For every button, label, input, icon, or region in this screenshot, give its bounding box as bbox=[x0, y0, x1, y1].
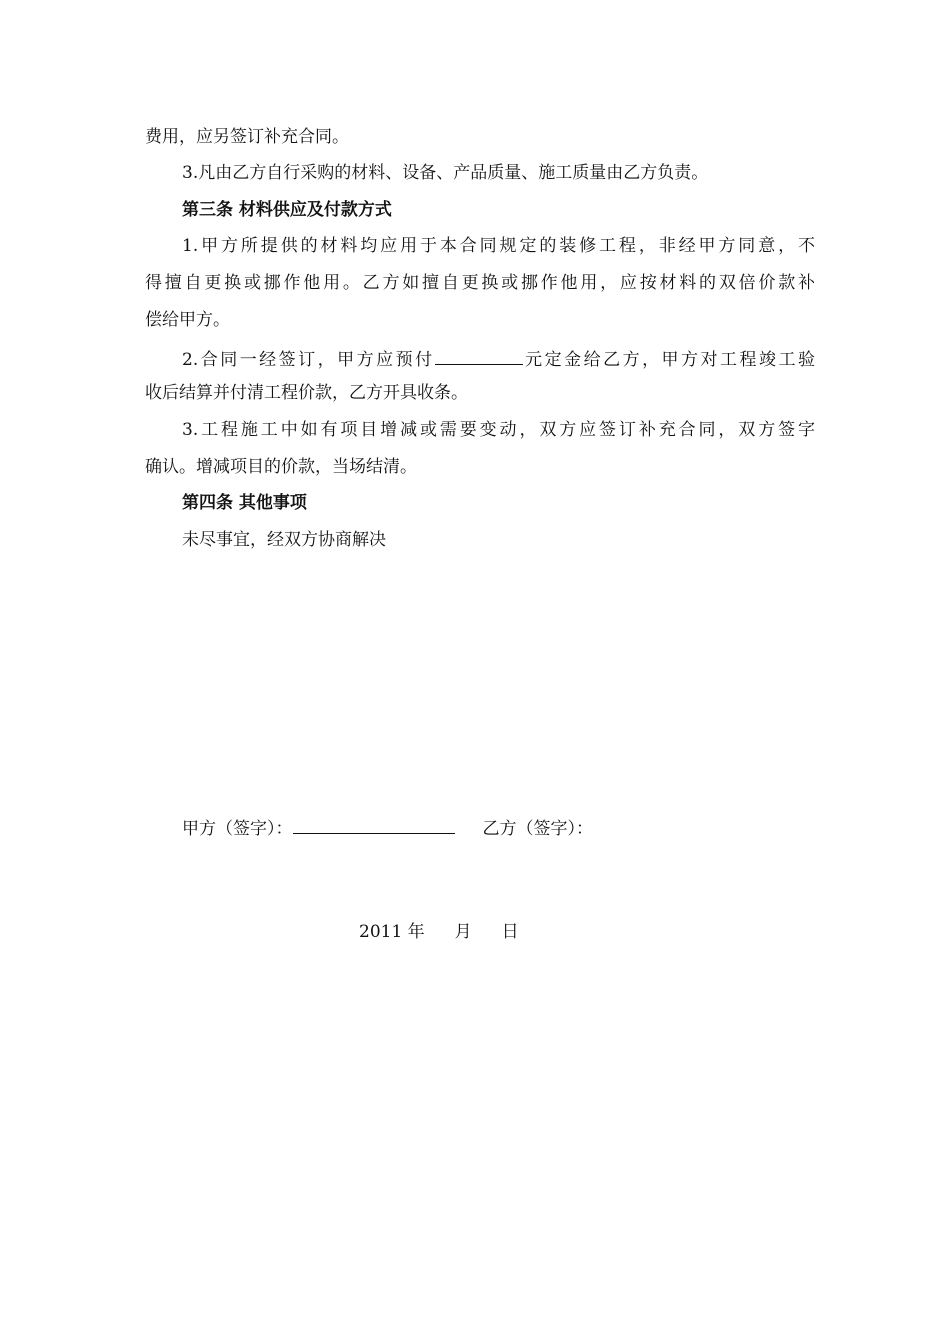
article-3-heading: 第三条 材料供应及付款方式 bbox=[182, 200, 392, 220]
date-day: 日 bbox=[501, 922, 519, 942]
article-3-item-1-line-1: 1.甲方所提供的材料均应用于本合同规定的装修工程，非经甲方同意，不 bbox=[182, 236, 815, 256]
deposit-text-after: 元定金给乙方，甲方对工程竣工验 bbox=[522, 350, 815, 370]
article-4-text: 未尽事宜，经双方协商解决 bbox=[182, 530, 386, 550]
article-4-heading: 第四条 其他事项 bbox=[182, 493, 307, 513]
article-3-item-3-line-1: 3.工程施工中如有项目增减或需要变动，双方应签订补充合同，双方签字 bbox=[182, 420, 815, 440]
date-year: 2011 年 bbox=[359, 922, 425, 942]
clause-item-3-materials: 3.凡由乙方自行采购的材料、设备、产品质量、施工质量由乙方负责。 bbox=[182, 163, 709, 183]
paragraph-continuation: 费用，应另签订补充合同。 bbox=[145, 127, 349, 147]
article-3-item-3-line-2: 确认。增减项目的价款，当场结清。 bbox=[145, 457, 417, 477]
party-a-signature-label: 甲方（签字）： bbox=[182, 819, 293, 839]
deposit-amount-blank bbox=[435, 346, 523, 365]
article-3-item-2-line-1 bbox=[182, 346, 815, 371]
deposit-text-before: 2.合同一经签订，甲方应预付 bbox=[182, 350, 435, 370]
date-month: 月 bbox=[454, 922, 472, 942]
party-a-signature-blank bbox=[293, 815, 455, 834]
article-3-item-1-line-3: 偿给甲方。 bbox=[145, 310, 230, 330]
signature-row bbox=[182, 815, 593, 840]
article-3-item-2-line-2: 收后结算并付清工程价款，乙方开具收条。 bbox=[145, 383, 468, 403]
date-row bbox=[359, 921, 519, 943]
party-b-signature-label: 乙方（签字）： bbox=[482, 819, 593, 839]
article-3-item-1-line-2: 得擅自更换或挪作他用。乙方如擅自更换或挪作他用，应按材料的双倍价款补 bbox=[145, 273, 815, 293]
